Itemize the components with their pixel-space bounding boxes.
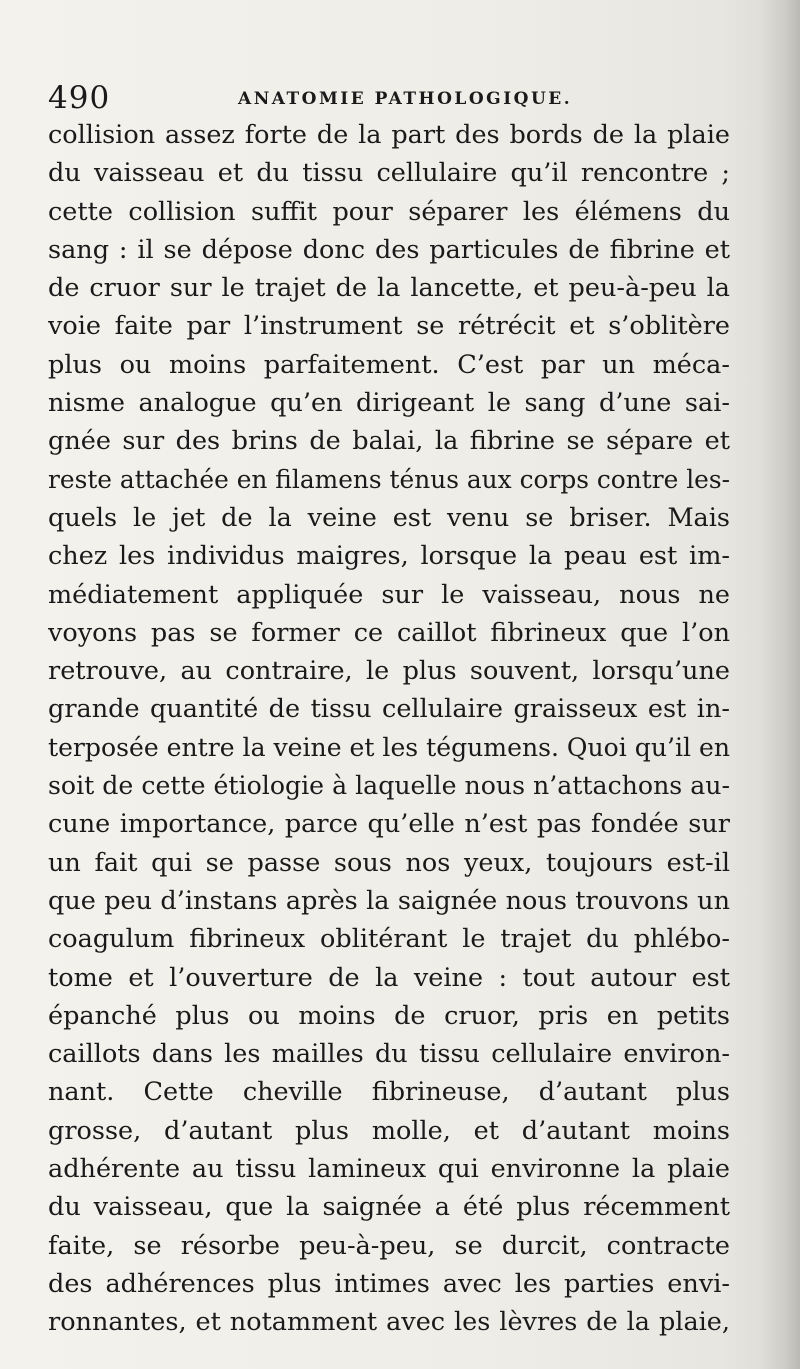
text-line: gnée sur des brins de balai, la fibrine se sépare et bbox=[48, 426, 730, 457]
body-text bbox=[48, 116, 730, 1342]
text-line: sang : il se dépose donc des particules de fibrine et bbox=[48, 234, 730, 265]
text-line: du vaisseau, que la saignée a été plus récemment bbox=[48, 1192, 730, 1223]
running-head bbox=[48, 78, 738, 118]
text-line: adhérente au tissu lamineux qui environne la plaie bbox=[48, 1154, 730, 1185]
text-line: soit de cette étiologie à laquelle nous n’attachons au- bbox=[48, 771, 730, 802]
text-line: cette collision suffit pour séparer les élémens du bbox=[48, 196, 730, 227]
text-line: coagulum fibrineux oblitérant le trajet du phlébo- bbox=[48, 924, 730, 955]
text-line: plus ou moins parfaitement. C’est par un méca- bbox=[48, 349, 730, 380]
text-line: médiatement appliquée sur le vaisseau, nous ne bbox=[48, 579, 730, 610]
text-line: cune importance, parce qu’elle n’est pas fondée sur bbox=[48, 809, 730, 840]
text-line: voyons pas se former ce caillot fibrineux que l’on bbox=[48, 617, 730, 648]
text-line: un fait qui se passe sous nos yeux, toujours est-il bbox=[48, 847, 730, 878]
text-line: du vaisseau et du tissu cellulaire qu’il rencontre ; bbox=[48, 158, 730, 189]
text-line: grande quantité de tissu cellulaire graisseux est in- bbox=[48, 694, 730, 725]
running-title: ANATOMIE PATHOLOGIQUE. bbox=[238, 89, 573, 109]
text-line: retrouve, au contraire, le plus souvent, lorsqu’une bbox=[48, 656, 730, 687]
text-line: voie faite par l’instrument se rétrécit et s’oblitère bbox=[48, 311, 730, 342]
page-number: 490 bbox=[48, 80, 111, 116]
text-line: caillots dans les mailles du tissu cellulaire environ- bbox=[48, 1039, 730, 1070]
text-line: faite, se résorbe peu-à-peu, se durcit, contracte bbox=[48, 1230, 730, 1261]
text-line: collision assez forte de la part des bords de la plaie bbox=[48, 120, 730, 150]
text-line: chez les individus maigres, lorsque la peau est im- bbox=[48, 541, 730, 572]
text-line: de cruor sur le trajet de la lancette, et peu-à-peu la bbox=[48, 273, 730, 304]
spine-shadow bbox=[760, 0, 800, 1369]
text-line: terposée entre la veine et les tégumens. Quoi qu’il en bbox=[48, 732, 730, 763]
text-line: que peu d’instans après la saignée nous trouvons un bbox=[48, 885, 730, 916]
text-line: reste attachée en filamens ténus aux corps contre les- bbox=[48, 464, 730, 495]
text-line: épanché plus ou moins de cruor, pris en petits bbox=[48, 1000, 730, 1031]
text-line: grosse, d’autant plus molle, et d’autant moins bbox=[48, 1115, 730, 1146]
text-line: ronnantes, et notamment avec les lèvres de la plaie, bbox=[48, 1307, 730, 1338]
text-line: nant. Cette cheville fibrineuse, d’autant plus bbox=[48, 1077, 730, 1108]
text-line: nisme analogue qu’en dirigeant le sang d’une sai- bbox=[48, 388, 730, 419]
text-line: quels le jet de la veine est venu se briser. Mais bbox=[48, 502, 730, 533]
text-line: tome et l’ouverture de la veine : tout autour est bbox=[48, 962, 730, 993]
text-line: des adhérences plus intimes avec les parties envi- bbox=[48, 1268, 730, 1299]
